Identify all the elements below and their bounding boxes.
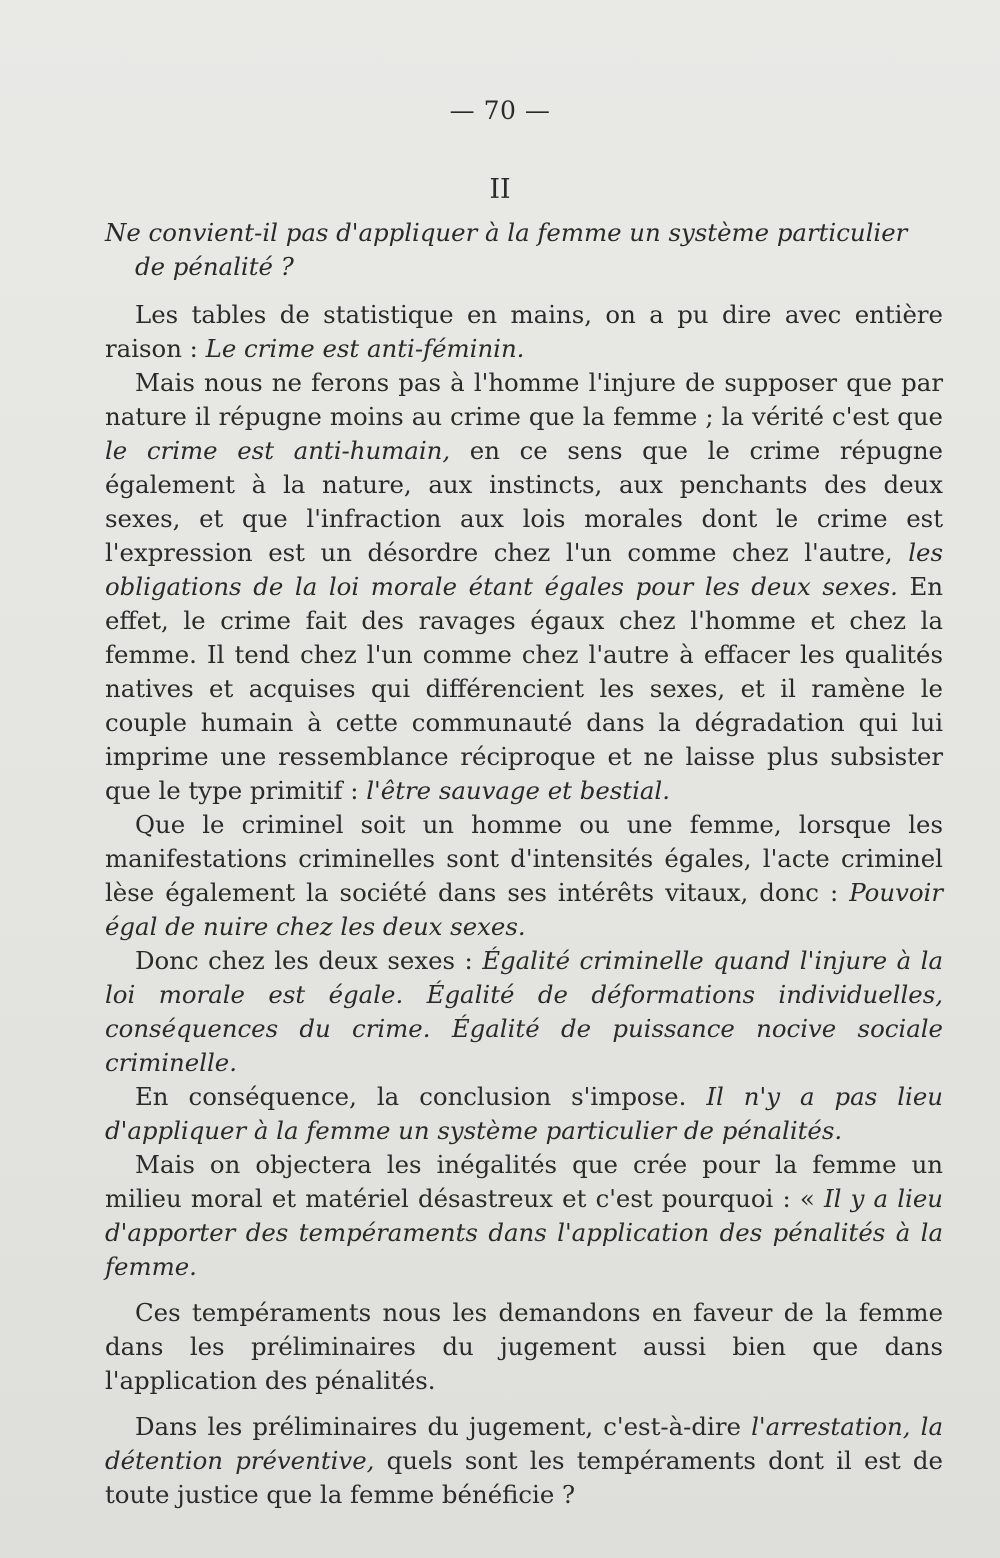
paragraph-3: [105, 808, 943, 944]
paragraph-6: [105, 1148, 943, 1284]
paragraph-8-italic-b: l'arrestation, la détention préventive,: [105, 1412, 943, 1475]
paragraph-7-text: Ces tempéraments nous les demandons en faveur de la femme dans les préliminaires du jugement aussi bien que dans l'application des pénalités.: [105, 1298, 943, 1395]
paragraph-3-text: Que le criminel soit un homme ou une femme, lorsque les manifestations criminelles sont d'intensités égales, l'acte criminel lèse également la société dans ses intérêts vitaux, donc :: [105, 810, 943, 907]
paragraph-4-italic: Égalité criminelle quand l'injure à la loi morale est égale. Égalité de déformations individuelles, conséquences du crime. Égalité de puissance nocive sociale criminelle.: [105, 946, 944, 1077]
paragraph-8: [105, 1410, 943, 1512]
paragraph-2-text-e: En effet, le crime fait des ravages égaux chez l'homme et chez la femme. Il tend chez l'un comme chez l'autre à effacer les qualités natives et acquises qui différencient les sexes, et il ramène le couple humain à cette communauté dans la dégradation qui lui imprime une ressemblance réciproque et ne laisse plus subsister que le type primitif :: [105, 572, 943, 805]
paragraph-5-italic: Il n'y a pas lieu d'appliquer à la femme un système particulier de pénalités.: [105, 1082, 943, 1145]
paragraph-7: [105, 1296, 943, 1398]
paragraph-8-text-c: quels sont les tempéraments dont il est de toute justice que la femme bénéficie ?: [105, 1446, 943, 1509]
paragraph-5-text: En conséquence, la conclusion s'impose.: [135, 1082, 707, 1111]
paragraph-4: [105, 944, 943, 1080]
paragraph-2-italic-d: les obligations de la loi morale étant égales pour les deux sexes.: [105, 538, 943, 601]
section-heading-line-1: Ne convient-il pas d'appliquer à la femme un système particulier: [105, 218, 908, 247]
paragraph-4-text: Donc chez les deux sexes :: [135, 946, 483, 975]
section-heading-line-2: de pénalité ?: [135, 252, 294, 281]
paragraph-2-italic-b: le crime est anti-humain,: [105, 436, 451, 465]
paragraph-1-italic: Le crime est anti-féminin.: [205, 334, 525, 363]
paragraph-2-text-a: Mais nous ne ferons pas à l'homme l'injure de supposer que par nature il répugne moins au crime que la femme ; la vérité c'est que: [105, 368, 943, 431]
section-number: II: [489, 174, 511, 205]
body-text: [105, 216, 943, 1512]
paragraph-5: [105, 1080, 943, 1148]
paragraph-3-italic: Pouvoir égal de nuire chez les deux sexes.: [105, 878, 943, 941]
paragraph-8-text-a: Dans les préliminaires du jugement, c'est-à-dire: [135, 1412, 752, 1441]
paragraph-6-text: Mais on objectera les inégalités que crée pour la femme un milieu moral et matériel désastreux et c'est pourquoi : «: [105, 1150, 943, 1213]
section-heading: [105, 216, 943, 284]
page-number: — 70 —: [449, 96, 551, 125]
paragraph-2: [105, 366, 943, 808]
paragraph-1: [105, 298, 943, 366]
paragraph-2-text-c: en ce sens que le crime répugne également à la nature, aux instincts, aux penchants des deux sexes, et que l'infraction aux lois morales dont le crime est l'expression est un désordre chez l'un comme chez l'autre,: [105, 436, 943, 567]
paragraph-6-italic: Il y a lieu d'apporter des tempéraments dans l'application des pénalités à la femme.: [105, 1184, 943, 1281]
paragraph-1-text: Les tables de statistique en mains, on a pu dire avec entière raison :: [105, 300, 943, 363]
paragraph-2-italic-f: l'être sauvage et bestial.: [366, 776, 670, 805]
